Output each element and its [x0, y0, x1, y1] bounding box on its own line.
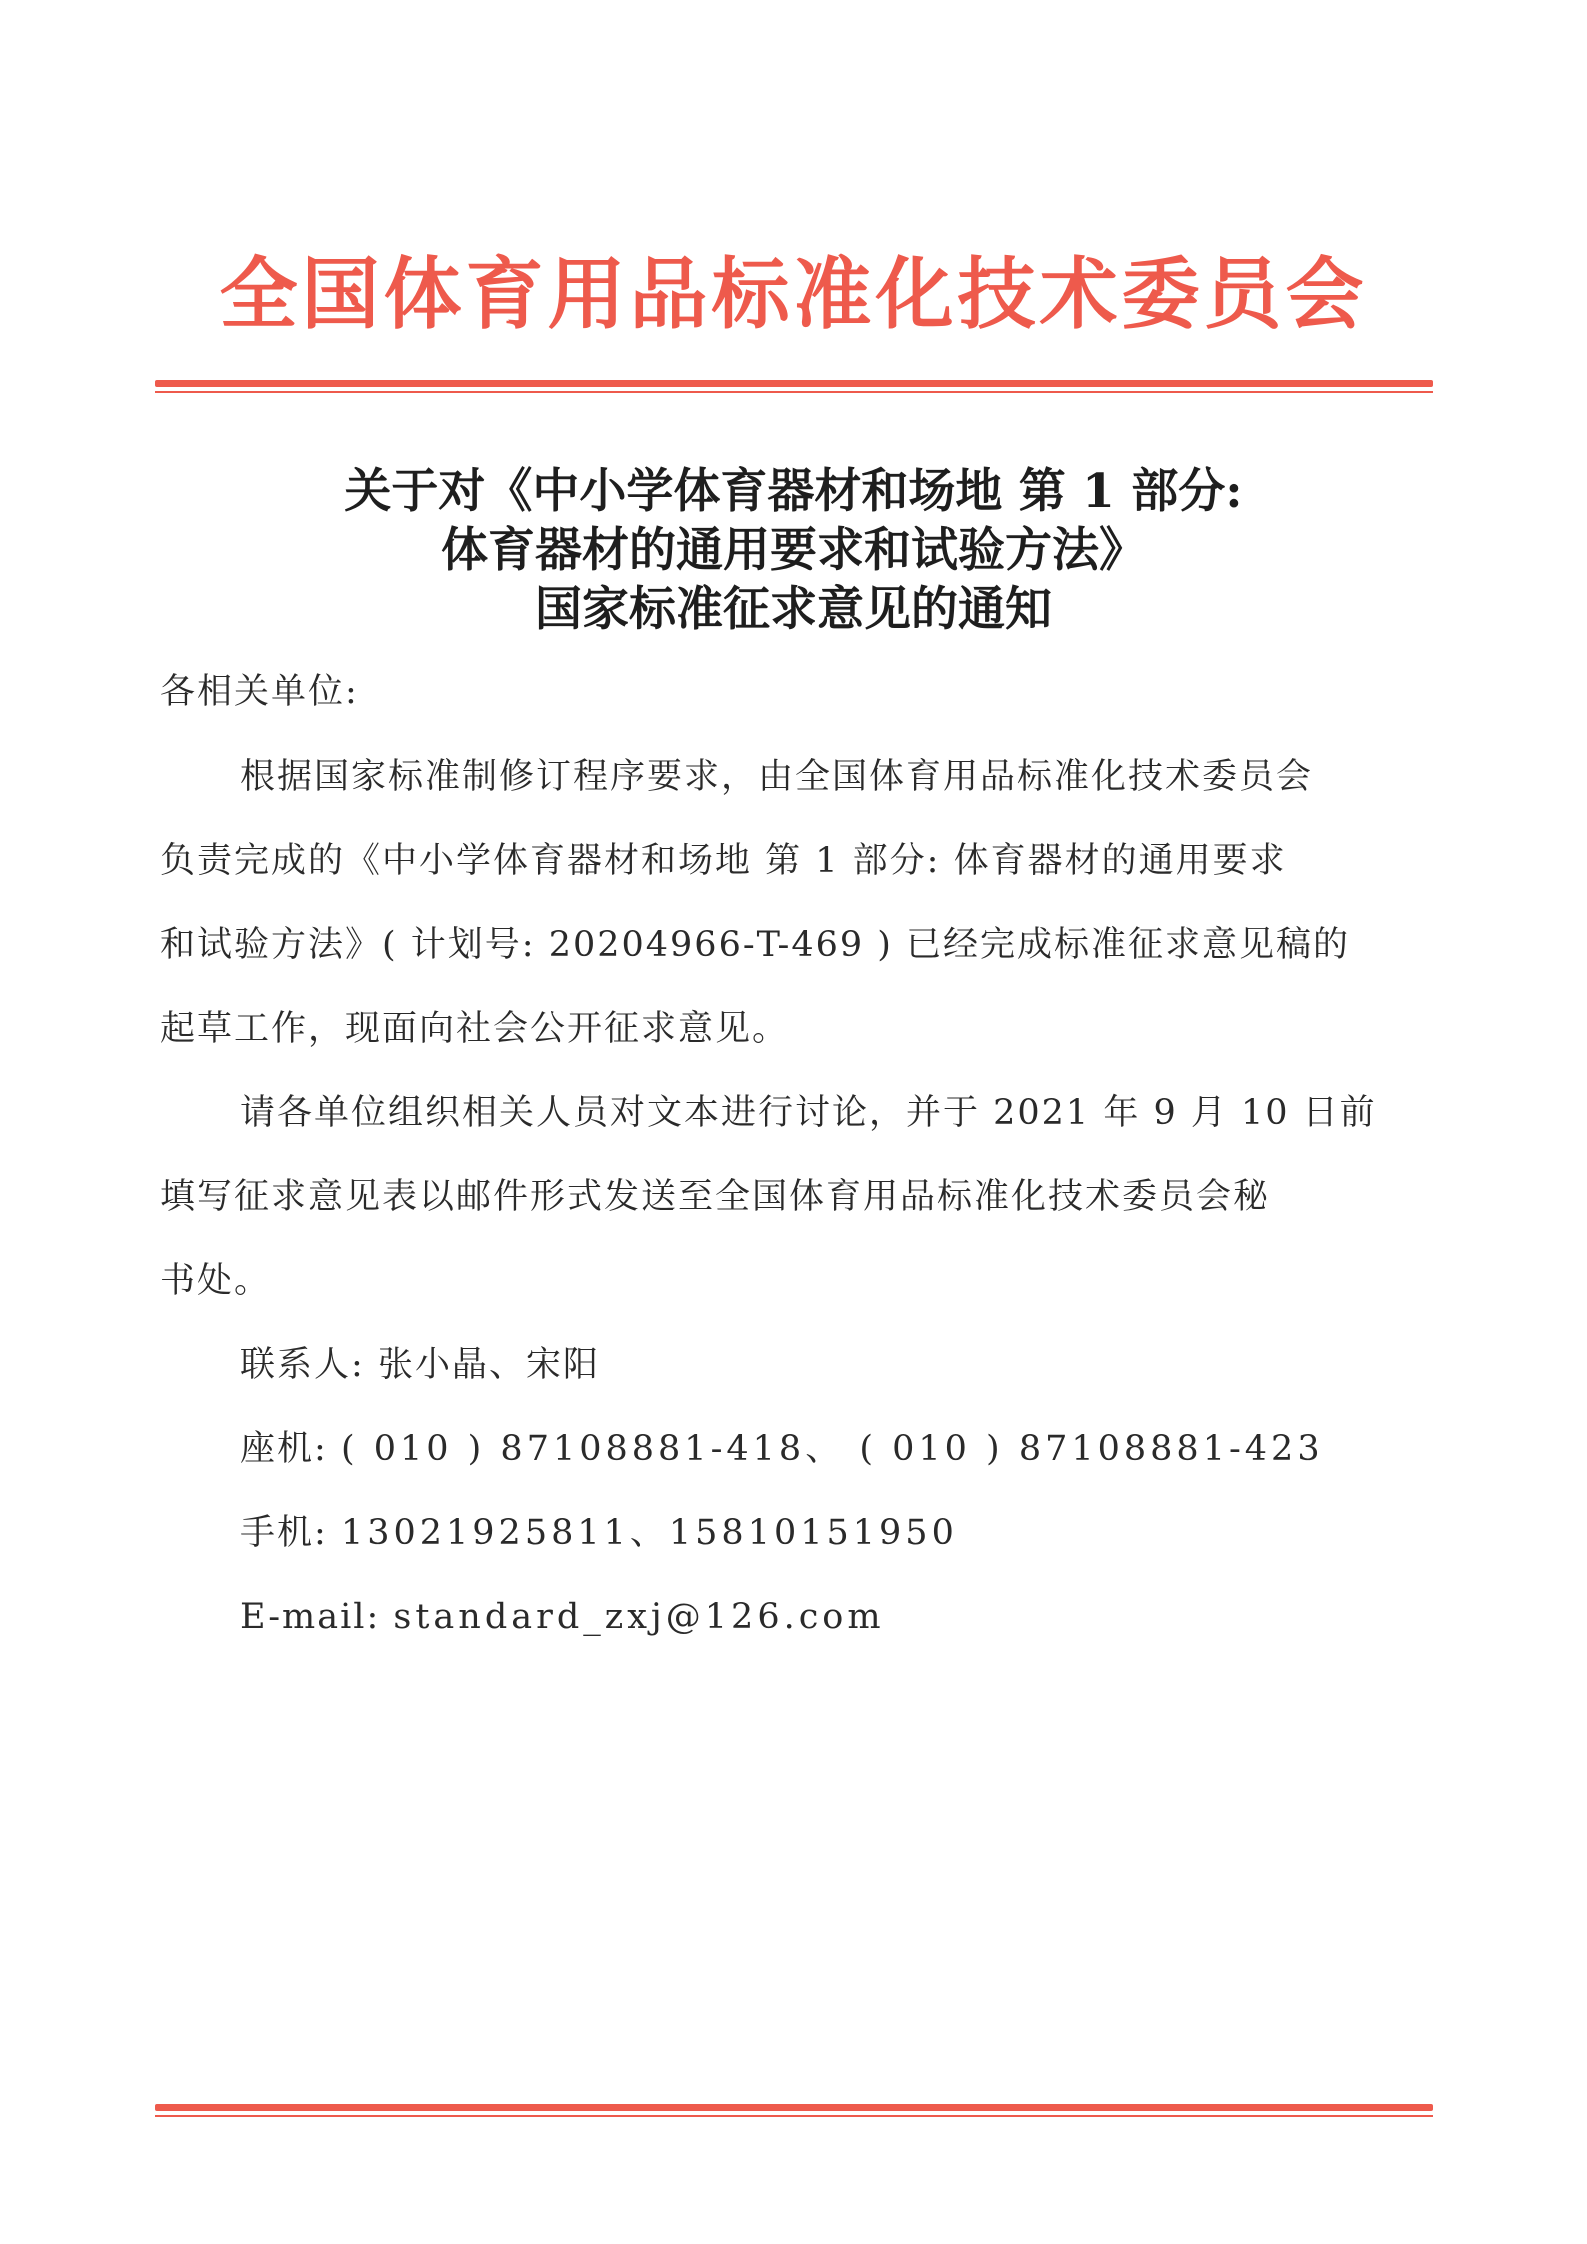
contact-mobile-row [240, 1491, 1324, 1575]
body-paragraph-2 [160, 1071, 1480, 1323]
notice-title [160, 462, 1427, 639]
notice-title-line: 国家标准征求意见的通知 [535, 582, 1052, 637]
divider-thin-line [155, 391, 1433, 393]
paragraph-line: 书处。 [160, 1261, 272, 1301]
paragraph-line: 和试验方法》( 计划号: 20204966-T-469 ) 已经完成标准征求意见稿的 [160, 925, 1351, 965]
letterhead-divider [155, 380, 1433, 393]
paragraph-line: 负责完成的《中小学体育器材和场地 第 1 部分: 体育器材的通用要求 [160, 841, 1287, 881]
contact-mobile-label: 手机: [240, 1513, 328, 1553]
notice-title-line: 体育器材的通用要求和试验方法》 [441, 523, 1146, 578]
contact-mobile-value: 13021925811、15810151950 [340, 1513, 958, 1553]
body-paragraph-1 [160, 735, 1480, 1071]
paragraph-line: 请各单位组织相关人员对文本进行讨论，并于 2021 年 9 月 10 日前 [240, 1093, 1377, 1133]
contact-people-value: 张小晶、宋阳 [377, 1345, 600, 1385]
contact-landline-value: ( 010 ) 87108881-418、 ( 010 ) 87108881-423 [340, 1429, 1324, 1469]
paragraph-line: 起草工作，现面向社会公开征求意见。 [160, 1009, 790, 1049]
contact-people-label: 联系人: [240, 1345, 365, 1385]
divider-thick-line [155, 2104, 1433, 2111]
footer-divider [155, 2104, 1433, 2117]
contact-email-value[interactable]: standard_zxj@126.com [393, 1597, 885, 1637]
contact-email-row [240, 1575, 1324, 1659]
contact-email-label: E-mail: [240, 1597, 381, 1637]
divider-thick-line [155, 380, 1433, 387]
paragraph-line: 根据国家标准制修订程序要求，由全国体育用品标准化技术委员会 [240, 757, 1314, 797]
contact-people-row [240, 1323, 1324, 1407]
notice-title-line: 关于对《中小学体育器材和场地 第 1 部分: [344, 464, 1243, 519]
paragraph-line: 填写征求意见表以邮件形式发送至全国体育用品标准化技术委员会秘 [160, 1177, 1271, 1217]
divider-thin-line [155, 2115, 1433, 2117]
contact-info [240, 1323, 1324, 1659]
contact-landline-row [240, 1407, 1324, 1491]
salutation: 各相关单位: [160, 672, 359, 712]
letterhead-org-name: 全国体育用品标准化技术委员会 [219, 249, 1368, 340]
contact-landline-label: 座机: [240, 1429, 328, 1469]
